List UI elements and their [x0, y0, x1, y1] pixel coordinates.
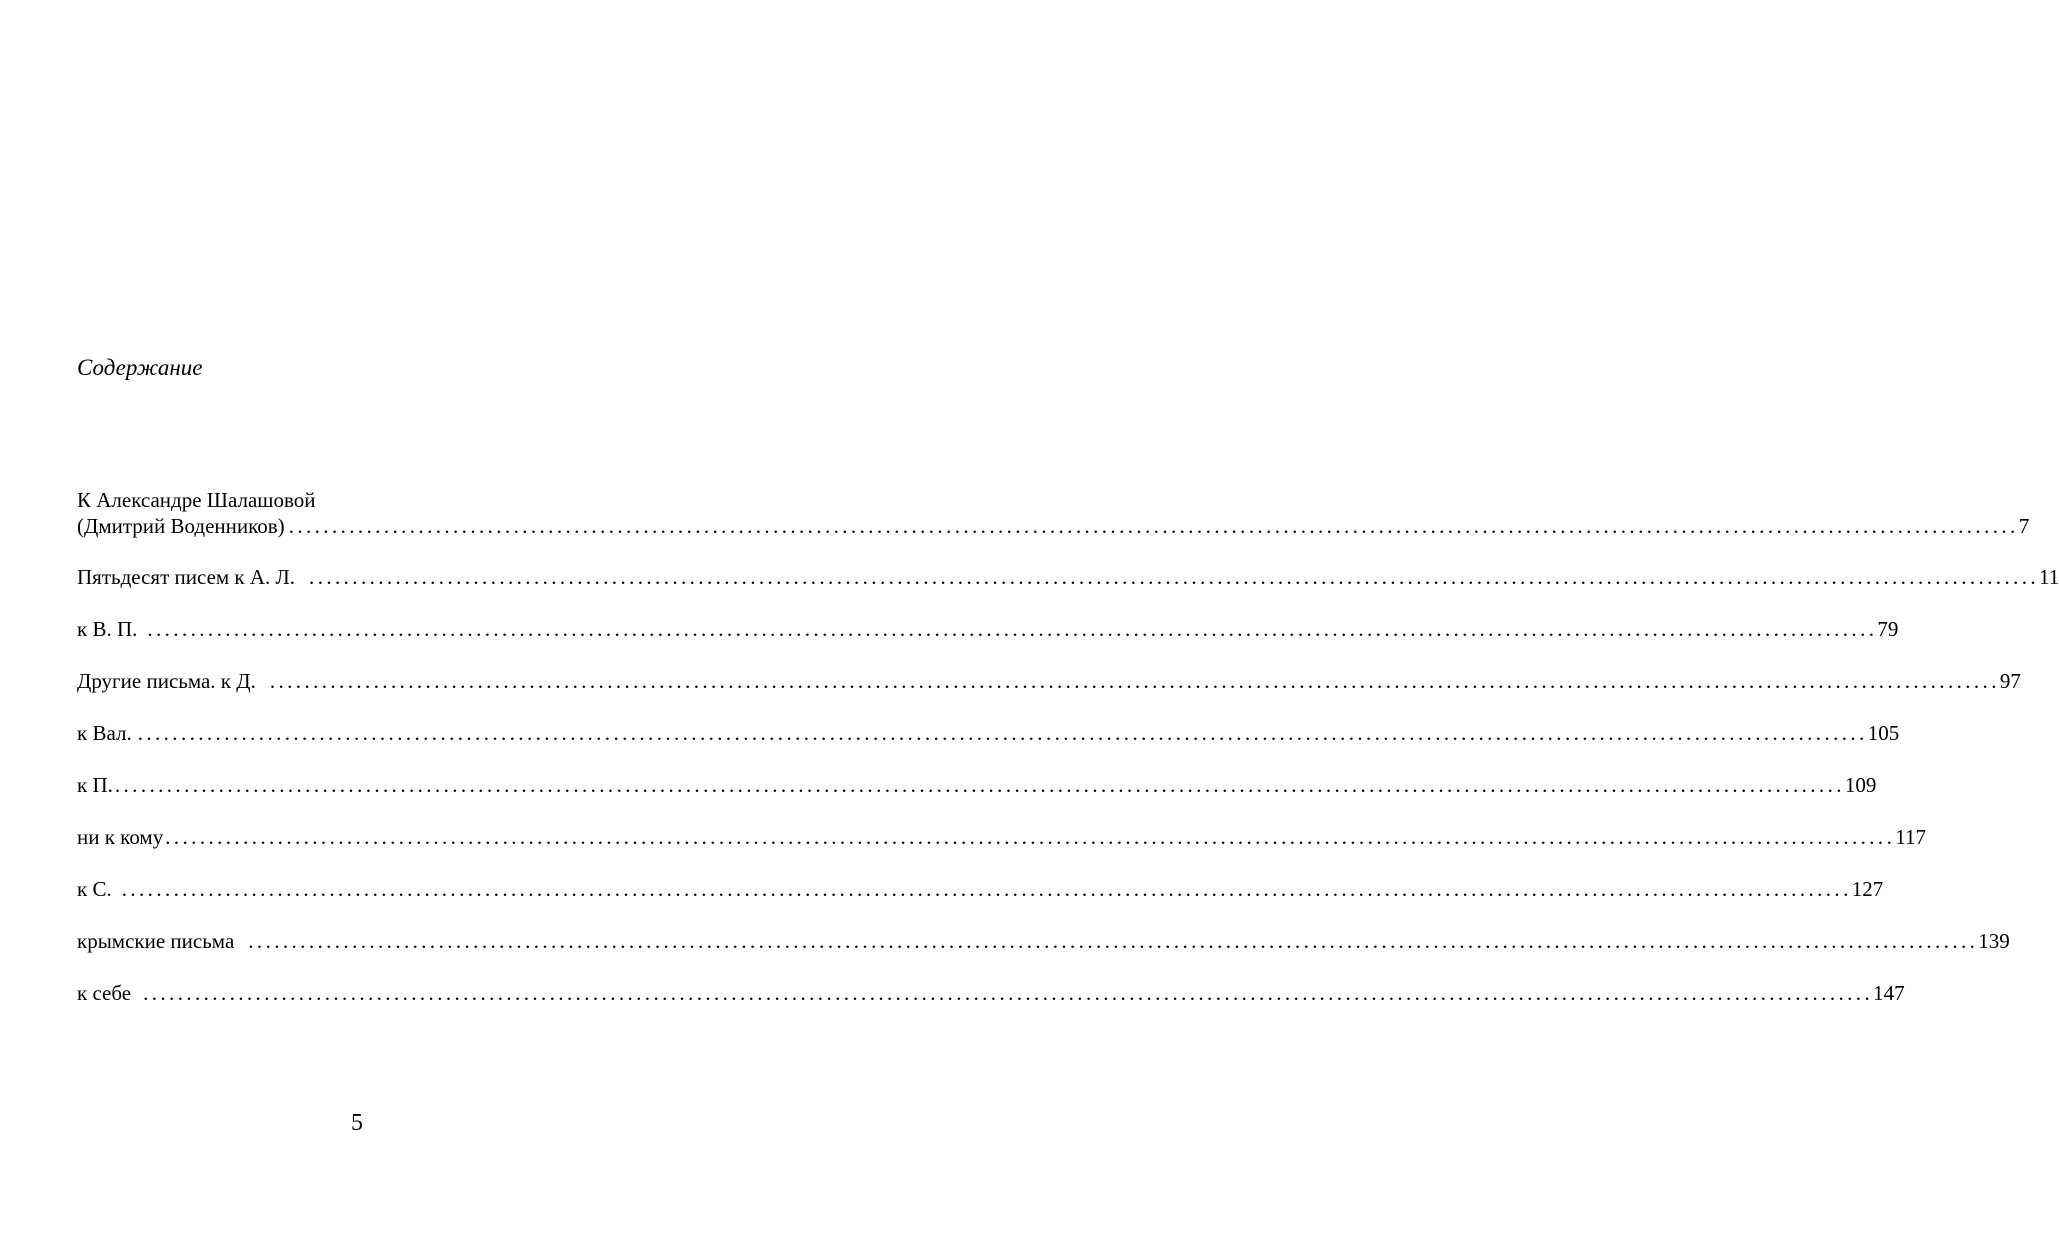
- toc-entry-title: к С.: [77, 877, 112, 901]
- toc-entry-page: 147: [1873, 981, 1905, 1005]
- dot-leader: ........................................................................................................................................................................................................: [114, 773, 1845, 797]
- toc-heading: Содержание: [77, 355, 203, 380]
- dot-leader: ........................................................................................................................................................................................................: [147, 617, 1878, 641]
- dot-leader: ........................................................................................................................................................................................................: [143, 981, 1874, 1005]
- toc-entry-title: Пятьдесят писем к А. Л.: [77, 565, 296, 589]
- toc-entry-page: 105: [1867, 721, 1900, 745]
- toc-entry-page: 117: [1895, 825, 1926, 849]
- toc-entry-page: 97: [1999, 669, 2021, 693]
- dot-leader: ........................................................................................................................................................................................................: [137, 721, 1868, 745]
- toc-entry: [77, 720, 1900, 746]
- toc-entry-title: (Дмитрий Воденников): [77, 514, 285, 538]
- toc-entry: [77, 928, 2010, 954]
- toc-entry: [77, 564, 2059, 590]
- toc-entry-title-line1: К Александре Шалашовой: [77, 488, 316, 512]
- toc-entry-title: Другие письма. к Д.: [77, 669, 256, 693]
- toc-entry: [77, 616, 1899, 642]
- toc-entry-title: к Вал.: [77, 721, 132, 745]
- toc-entry-title: ни к кому: [77, 825, 164, 849]
- page-number: 5: [351, 1110, 363, 1136]
- toc-entry-title: к П.: [77, 773, 113, 797]
- dot-leader: ........................................................................................................................................................................................................: [309, 565, 2040, 589]
- toc-entry-page: 139: [1978, 929, 2010, 953]
- toc-entry-title: крымские письма: [77, 929, 235, 953]
- dot-leader: ........................................................................................................................................................................................................: [165, 825, 1896, 849]
- toc-entry-page: 127: [1851, 877, 1884, 901]
- toc-entry: [77, 980, 1905, 1006]
- toc-entry: [77, 487, 2030, 539]
- toc-entry-page: 7: [2018, 514, 2030, 538]
- toc-entry: [77, 876, 1884, 902]
- dot-leader: ........................................................................................................................................................................................................: [269, 669, 2000, 693]
- toc-entry-page: 79: [1877, 617, 1899, 641]
- toc-entry-page: 11: [2039, 565, 2059, 589]
- toc-entry-title: к В. П.: [77, 617, 138, 641]
- toc-list: [77, 487, 2059, 1006]
- dot-leader: ........................................................................................................................................................................................................: [288, 514, 2019, 538]
- dot-leader: ........................................................................................................................................................................................................: [121, 877, 1852, 901]
- toc-entry-title: к себе: [77, 981, 132, 1005]
- toc-entry: [77, 824, 1926, 850]
- toc-entry-page: 109: [1844, 773, 1877, 797]
- toc-entry: [77, 668, 2021, 694]
- dot-leader: ........................................................................................................................................................................................................: [248, 929, 1979, 953]
- toc-entry: [77, 772, 1877, 798]
